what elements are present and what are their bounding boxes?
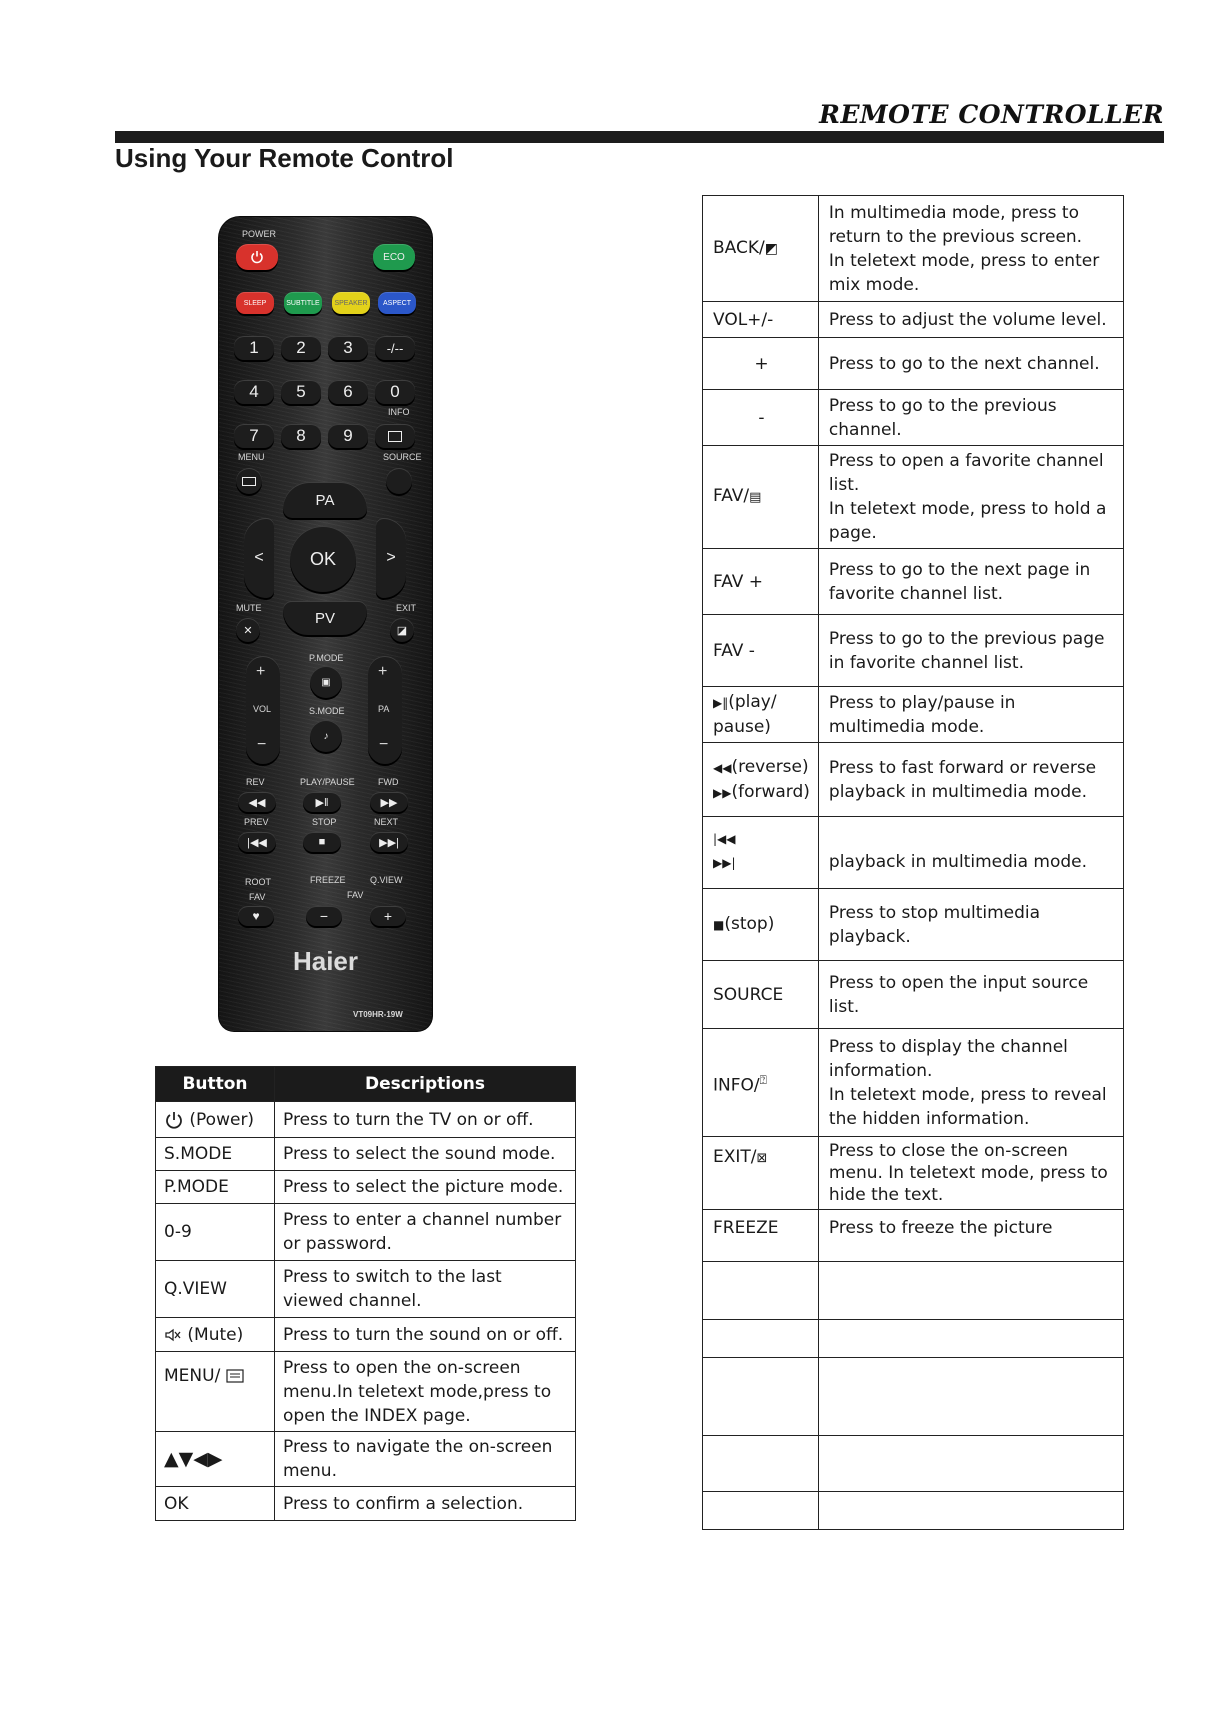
info-label: INFO	[388, 407, 410, 417]
root-label: ROOT	[245, 877, 271, 887]
table-row-empty	[703, 1320, 1124, 1358]
table-row	[703, 687, 1124, 743]
num-key-3: 3	[328, 336, 368, 360]
table-key-cell	[703, 687, 819, 743]
rev-button	[238, 792, 276, 812]
num-key-4: 4	[234, 380, 274, 404]
table-row	[703, 889, 1124, 961]
skip-forward-icon: ▶▶|	[379, 836, 399, 849]
table-key-cell: 0-9	[156, 1204, 275, 1261]
section-title: REMOTE CONTROLLER	[819, 100, 1164, 129]
table-row	[703, 817, 1124, 889]
table-desc-cell	[818, 1492, 1123, 1530]
table-row-empty	[703, 1436, 1124, 1492]
key-label: (stop)	[724, 914, 775, 934]
table-desc-cell: Press to switch to the last viewed channel.	[275, 1261, 576, 1318]
mute-label: MUTE	[236, 603, 262, 613]
left-button: <	[244, 518, 274, 598]
num-key-dash: -/--	[375, 336, 415, 360]
table-desc-cell: Press to select the picture mode.	[275, 1171, 576, 1204]
key-label: INFO/	[713, 1075, 760, 1096]
table-row	[156, 1102, 576, 1138]
table-key-cell	[703, 743, 819, 817]
key-label: BACK/	[713, 238, 765, 258]
table-key-cell	[703, 889, 819, 961]
smode-label: S.MODE	[309, 706, 345, 716]
menu-icon	[226, 1369, 244, 1383]
button-description-table-right	[702, 195, 1124, 1530]
back-icon: ◩	[764, 241, 778, 257]
table-key-cell: FAV -	[703, 615, 819, 687]
ok-button: OK	[290, 526, 356, 592]
table-key-cell: P.MODE	[156, 1171, 275, 1204]
rewind-icon: ◀◀	[713, 760, 732, 775]
speaker-button: SPEAKER	[332, 292, 370, 314]
menu-label: MENU	[238, 452, 265, 462]
table-row	[156, 1171, 576, 1204]
stop-icon: ■	[318, 836, 326, 848]
fav-plus-button: +	[370, 906, 406, 926]
table-desc-cell	[818, 446, 1123, 549]
table-row	[703, 961, 1124, 1029]
rewind-icon: ◀◀	[248, 796, 266, 809]
table-row	[703, 1210, 1124, 1262]
table-row	[703, 549, 1124, 615]
right-button: >	[376, 518, 406, 598]
table-row	[703, 446, 1124, 549]
table-row-empty	[703, 1262, 1124, 1320]
table-desc-cell: Press to play/pause in multimedia mode.	[818, 687, 1123, 743]
table-key-cell	[703, 1358, 819, 1436]
table-key-cell: Q.VIEW	[156, 1261, 275, 1318]
fwd-button	[370, 792, 408, 812]
smode-button	[310, 720, 342, 752]
exit-label: EXIT	[396, 603, 417, 613]
brand-logo: Haier	[292, 946, 359, 976]
key-label: (play/ pause)	[713, 692, 777, 737]
pmode-button	[310, 666, 342, 698]
table-row	[156, 1352, 576, 1432]
table-desc-cell: Press to freeze the picture	[818, 1210, 1123, 1262]
table-row	[703, 338, 1124, 390]
key-label: (reverse)	[731, 756, 809, 777]
table-desc-cell: Press to go to the previous channel.	[818, 390, 1123, 446]
table-desc-cell	[818, 1358, 1123, 1436]
desc-line: Press to display the channel information.	[828, 1036, 1068, 1081]
fast-forward-icon: ▶▶	[380, 796, 398, 809]
key-label: EXIT/	[713, 1147, 757, 1167]
table-key-cell	[703, 196, 819, 302]
menu-button	[236, 468, 262, 494]
fav-minus-button: −	[306, 906, 342, 926]
key-label: (Power)	[189, 1109, 255, 1130]
vol-minus: −	[257, 736, 267, 753]
vol-label: VOL	[253, 704, 272, 714]
header-button: Button	[156, 1067, 275, 1102]
table-desc-cell: Press to fast forward or reverse playback in multimedia mode.	[818, 743, 1123, 817]
prev-label: PREV	[244, 817, 269, 827]
desc-line: In multimedia mode, press to return to the previous screen.	[828, 202, 1083, 247]
table-row	[703, 1137, 1124, 1210]
table-row	[156, 1204, 576, 1261]
playpause-label: PLAY/PAUSE	[300, 777, 355, 787]
aspect-button: ASPECT	[378, 292, 416, 314]
exit-icon: ⊠	[756, 1151, 768, 1166]
table-desc-cell	[818, 1436, 1123, 1492]
table-desc-cell: Press to stop multimedia playback.	[818, 889, 1123, 961]
table-key-cell: SOURCE	[703, 961, 819, 1029]
table-key-cell	[156, 1318, 275, 1352]
header-rule	[115, 131, 1164, 143]
play-pause-icon: ▶‖	[315, 796, 329, 809]
table-row	[703, 743, 1124, 817]
source-button	[386, 468, 412, 494]
table-desc-cell: Press to turn the sound on or off.	[275, 1318, 576, 1352]
table-desc-cell: Press to confirm a selection.	[275, 1487, 576, 1521]
table-desc-cell: Press to open the on-screen menu.In teletext mode,press to open the INDEX page.	[275, 1352, 576, 1432]
power-icon	[164, 1110, 184, 1130]
num-key-7: 7	[234, 424, 274, 448]
menu-icon	[242, 477, 256, 486]
table-key-cell: OK	[156, 1487, 275, 1521]
play-pause-icon: ▶‖	[713, 696, 729, 710]
stop-label: STOP	[312, 817, 337, 827]
subtitle-button: SUBTITLE	[284, 292, 322, 314]
power-icon	[250, 250, 264, 264]
hold-icon: ▤	[749, 490, 762, 505]
vol-plus: +	[256, 663, 266, 680]
table-desc-cell: Press to adjust the volume level.	[818, 302, 1123, 338]
eco-button: ECO	[373, 244, 415, 270]
table-row	[156, 1487, 576, 1521]
table-desc-cell: Press to select the sound mode.	[275, 1138, 576, 1171]
table-desc-cell	[818, 1320, 1123, 1358]
fast-forward-icon: ▶▶	[713, 785, 732, 800]
table-row	[156, 1432, 576, 1487]
stop-button	[303, 832, 341, 852]
table-row	[703, 615, 1124, 687]
pa-minus: −	[379, 736, 389, 753]
exit-icon: ◪	[396, 624, 408, 637]
pa-label: PA	[378, 704, 390, 714]
stop-icon: ■	[713, 918, 725, 932]
fwd-label: FWD	[378, 777, 399, 787]
table-key-cell: FREEZE	[703, 1210, 819, 1262]
model-number: VT09HR-19W	[353, 1010, 403, 1019]
key-label: (Mute)	[187, 1324, 244, 1345]
table-row	[703, 196, 1124, 302]
num-key-6: 6	[328, 380, 368, 404]
skip-forward-icon: ▶▶|	[713, 856, 736, 870]
num-key-9: 9	[328, 424, 368, 448]
desc-line: In teletext mode, press to hold a page.	[828, 499, 1107, 543]
table-row	[703, 302, 1124, 338]
table-desc-cell: Press to go to the previous page in favorite channel list.	[818, 615, 1123, 687]
table-desc-cell: Press to navigate the on-screen menu.	[275, 1432, 576, 1487]
table-row	[156, 1138, 576, 1171]
picture-mode-icon: ▣	[321, 676, 331, 688]
table-header-row	[156, 1067, 576, 1102]
page-title: Using Your Remote Control	[115, 143, 454, 173]
prev-button	[238, 832, 276, 852]
source-label: SOURCE	[383, 452, 422, 462]
table-key-cell	[156, 1352, 275, 1432]
fav-heart-button	[238, 906, 274, 926]
num-key-2: 2	[281, 336, 321, 360]
fav-mid-label: FAV	[347, 890, 364, 900]
table-desc-cell: Press to close the on-screen menu. In teletext mode, press to hide the text.	[818, 1137, 1123, 1210]
rev-label: REV	[246, 777, 265, 787]
power-label: POWER	[242, 229, 277, 239]
table-key-cell	[703, 1436, 819, 1492]
sound-mode-icon: ♪	[323, 730, 329, 742]
table-row-empty	[703, 1358, 1124, 1436]
header-descriptions: Descriptions	[275, 1067, 576, 1102]
next-button	[370, 832, 408, 852]
table-key-cell	[703, 1320, 819, 1358]
fav-label: FAV	[249, 892, 266, 902]
table-desc-cell: Press to go to the next page in favorite channel list.	[818, 549, 1123, 615]
desc-line: In teletext mode, press to enter mix mode.	[828, 250, 1100, 295]
table-desc-cell: Press to go to the next channel.	[818, 338, 1123, 390]
qview-label: Q.VIEW	[370, 875, 403, 885]
exit-button	[390, 618, 414, 642]
mute-icon	[164, 1327, 182, 1343]
skip-back-icon: |◀◀	[713, 832, 736, 846]
num-key-8: 8	[281, 424, 321, 448]
num-key-1: 1	[234, 336, 274, 360]
table-row	[703, 390, 1124, 446]
pmode-label: P.MODE	[309, 653, 344, 663]
info-button	[375, 424, 415, 448]
table-key-cell: ▲▼◀▶	[156, 1432, 275, 1487]
info-icon	[388, 431, 402, 442]
table-row	[703, 1029, 1124, 1137]
pa-plus: +	[378, 663, 388, 680]
power-button	[236, 244, 278, 270]
heart-icon: ♥	[252, 909, 260, 923]
mute-icon: ✕	[243, 624, 253, 637]
key-label: FAV/	[713, 486, 750, 506]
desc-line: Press to open a favorite channel list.	[828, 451, 1104, 495]
pa-up-button: PA	[283, 482, 367, 518]
mute-button	[236, 618, 260, 642]
table-key-cell	[703, 1492, 819, 1530]
table-desc-cell	[818, 1029, 1123, 1137]
info-icon: ⍰	[759, 1072, 767, 1087]
table-desc-cell: Press to enter a channel number or password.	[275, 1204, 576, 1261]
table-key-cell: S.MODE	[156, 1138, 275, 1171]
table-row-empty	[703, 1492, 1124, 1530]
table-key-cell	[703, 817, 819, 889]
table-key-cell	[703, 446, 819, 549]
button-description-table-left	[155, 1066, 576, 1521]
table-row	[156, 1261, 576, 1318]
table-desc-cell: playback in multimedia mode.	[818, 817, 1123, 889]
num-key-0: 0	[375, 380, 415, 404]
skip-back-icon: |◀◀	[247, 836, 267, 849]
table-row	[156, 1318, 576, 1352]
next-label: NEXT	[374, 817, 399, 827]
key-label: MENU/	[164, 1366, 221, 1386]
pv-button: PV	[283, 601, 367, 635]
sleep-button: SLEEP	[236, 292, 274, 314]
table-key-cell	[156, 1102, 275, 1138]
table-key-cell: -	[703, 390, 819, 446]
key-label: (forward)	[731, 781, 810, 802]
table-desc-cell	[818, 196, 1123, 302]
table-key-cell	[703, 1137, 819, 1210]
table-key-cell: VOL+/-	[703, 302, 819, 338]
table-desc-cell: Press to open the input source list.	[818, 961, 1123, 1029]
desc-line: In teletext mode, press to reveal the hidden information.	[828, 1084, 1107, 1129]
table-desc-cell	[818, 1262, 1123, 1320]
table-desc-cell: Press to turn the TV on or off.	[275, 1102, 576, 1138]
num-key-5: 5	[281, 380, 321, 404]
table-key-cell	[703, 1029, 819, 1137]
freeze-label: FREEZE	[310, 875, 346, 885]
table-key-cell	[703, 1262, 819, 1320]
table-key-cell: +	[703, 338, 819, 390]
remote-control-image	[218, 216, 433, 1032]
table-key-cell: FAV +	[703, 549, 819, 615]
playpause-button	[303, 792, 341, 812]
